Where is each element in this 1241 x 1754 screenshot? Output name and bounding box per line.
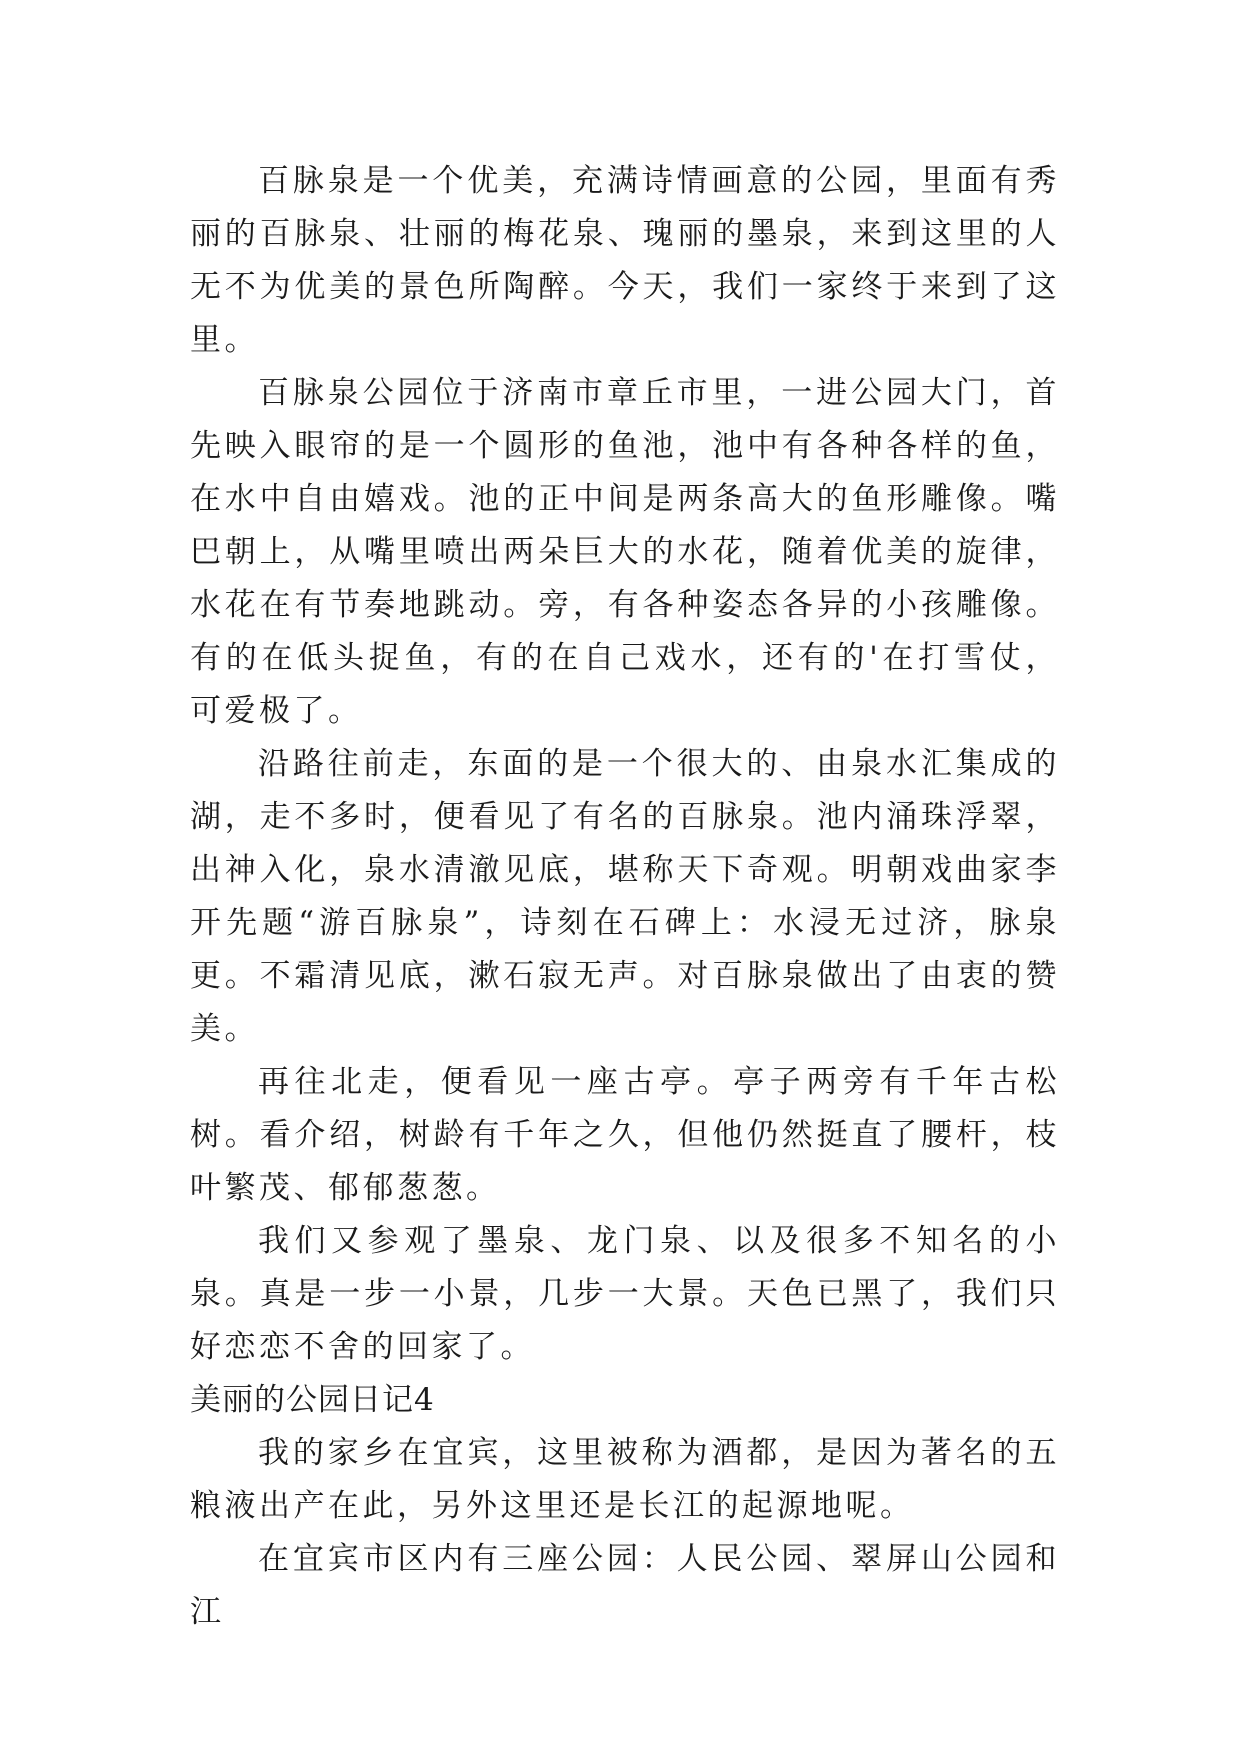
document-page [190, 155, 1060, 1639]
paragraph: 我们又参观了墨泉、龙门泉、以及很多不知名的小泉。真是一步一小景，几步一大景。天色已黑了，我们只好恋恋不舍的回家了。 [190, 1223, 1060, 1365]
paragraph: 沿路往前走，东面的是一个很大的、由泉水汇集成的湖，走不多时，便看见了有名的百脉泉。池内涌珠浮翠，出神入化，泉水清澈见底，堪称天下奇观。明朝戏曲家李开先题“游百脉泉”，诗刻在石碑上：水浸无过济，脉泉更。不霜清见底，漱石寂无声。对百脉泉做出了由衷的赞美。 [190, 746, 1060, 1047]
paragraph: 我的家乡在宜宾，这里被称为酒都，是因为著名的五粮液出产在此，另外这里还是长江的起源地呢。 [190, 1435, 1060, 1524]
paragraph: 百脉泉公园位于济南市章丘市里，一进公园大门，首先映入眼帘的是一个圆形的鱼池，池中有各种各样的鱼，在水中自由嬉戏。池的正中间是两条高大的鱼形雕像。嘴巴朝上，从嘴里喷出两朵巨大的水花，随着优美的旋律，水花在有节奏地跳动。旁，有各种姿态各异的小孩雕像。有的在低头捉鱼，有的在自己戏水，还有的'在打雪仗，可爱极了。 [190, 375, 1060, 729]
paragraph: 再往北走，便看见一座古亭。亭子两旁有千年古松树。看介绍，树龄有千年之久，但他仍然挺直了腰杆，枝叶繁茂、郁郁葱葱。 [190, 1064, 1060, 1206]
section-title: 美丽的公园日记4 [190, 1382, 435, 1418]
paragraph: 百脉泉是一个优美，充满诗情画意的公园，里面有秀丽的百脉泉、壮丽的梅花泉、瑰丽的墨泉，来到这里的人无不为优美的景色所陶醉。今天，我们一家终于来到了这里。 [190, 163, 1060, 358]
paragraph: 在宜宾市区内有三座公园：人民公园、翠屏山公园和江 [190, 1541, 1060, 1630]
